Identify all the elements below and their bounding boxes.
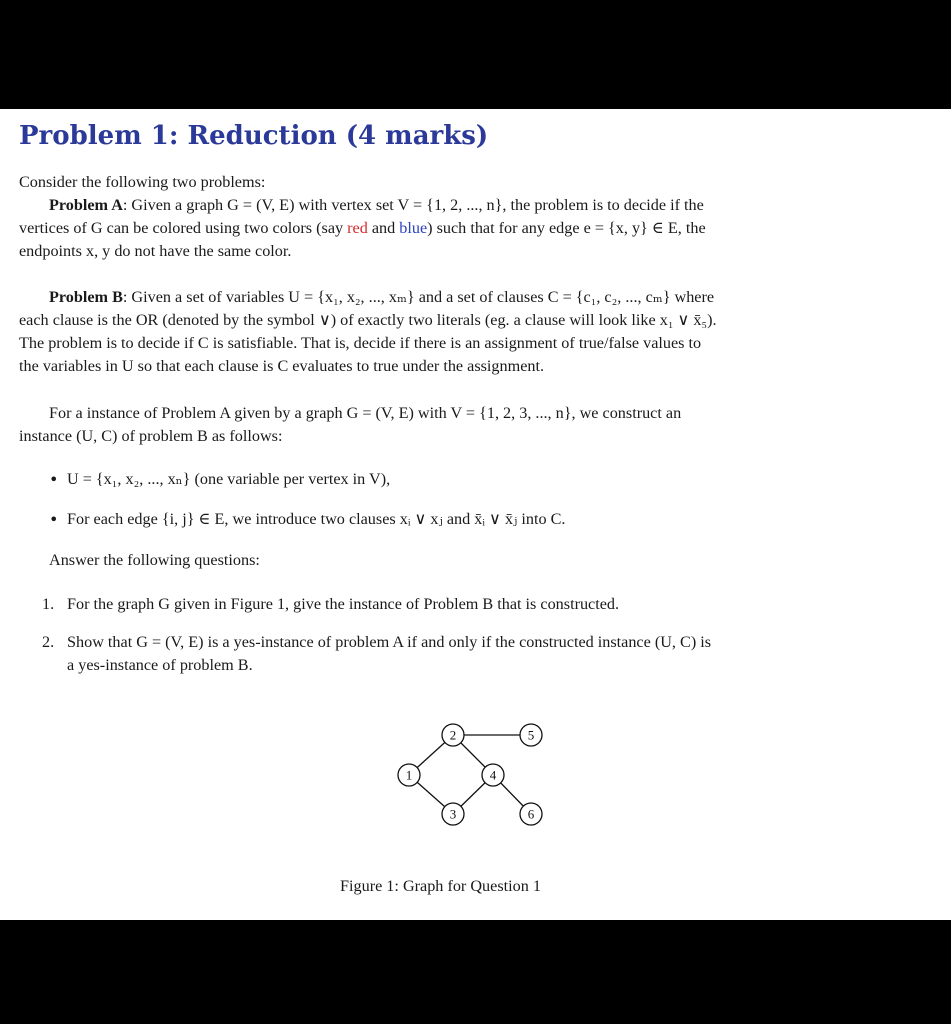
bullet-item: For each edge {i, j} ∈ E, we introduce two clauses xᵢ ∨ xⱼ and x̄ᵢ ∨ x̄ⱼ into C. (67, 510, 566, 528)
problem-b-line-2: each clause is the OR (denoted by the symbol ∨) of exactly two literals (eg. a clause will look like x₁ ∨ x̄₅). (19, 311, 717, 329)
graph-node-3 (442, 803, 464, 825)
blue-word: blue (399, 219, 428, 237)
graph-node-label: 5 (527, 727, 535, 743)
graph-node-label: 2 (449, 727, 457, 743)
graph-node-label: 6 (527, 806, 535, 822)
graph-figure (380, 709, 570, 839)
construction-line-1: For a instance of Problem A given by a graph G = (V, E) with V = {1, 2, 3, ..., n}, we construct an (49, 404, 682, 422)
figure-caption: Figure 1: Graph for Question 1 (340, 877, 541, 895)
bullet-item: U = {x₁, x₂, ..., xₙ} (one variable per vertex in V), (67, 470, 391, 488)
bullet-dot: • (49, 470, 59, 489)
graph-node-6 (520, 803, 542, 825)
problem-b-line-1: Problem B: Given a set of variables U = {x₁, x₂, ..., xₘ} and a set of clauses C = {c₁, c₂, ..., cₘ} where (49, 288, 715, 306)
question-text: Show that G = (V, E) is a yes-instance of problem A if and only if the constructed instance (U, C) is (67, 633, 712, 651)
bullet-dot: • (49, 510, 59, 529)
problem-a-label: Problem A (49, 196, 123, 214)
problem-a-line-3: endpoints x, y do not have the same color. (19, 242, 292, 260)
problem-a-line-2: vertices of G can be colored using two colors (say red and blue) such that for any edge e = {x, y} ∈ E, the (19, 219, 706, 237)
problem-b-line-4: the variables in U so that each clause is C evaluates to true under the assignment. (19, 357, 545, 375)
construction-line-2: instance (U, C) of problem B as follows: (19, 427, 283, 445)
graph-node-2 (442, 724, 464, 746)
question-number: 1. (42, 595, 55, 613)
problem-b-line-3: The problem is to decide if C is satisfiable. That is, decide if there is an assignment of true/false values to (19, 334, 702, 352)
question-text: For the graph G given in Figure 1, give the instance of Problem B that is constructed. (67, 595, 620, 613)
answer-prompt: Answer the following questions: (49, 551, 260, 569)
page-title: Problem 1: Reduction (4 marks) (19, 121, 489, 151)
graph-node-1 (398, 764, 420, 786)
graph-node-label: 1 (405, 767, 413, 783)
problem-b-label: Problem B (49, 288, 123, 306)
graph-node-label: 3 (449, 806, 457, 822)
red-word: red (347, 219, 368, 237)
document-page (0, 109, 951, 920)
graph-node-5 (520, 724, 542, 746)
intro-text: Consider the following two problems: (19, 173, 266, 191)
problem-a-line-1: Problem A: Given a graph G = (V, E) with vertex set V = {1, 2, ..., n}, the problem is to decide if the (49, 196, 704, 214)
question-text-continued: a yes-instance of problem B. (67, 656, 253, 674)
graph-node-label: 4 (489, 767, 497, 783)
question-number: 2. (42, 633, 55, 651)
graph-node-4 (482, 764, 504, 786)
